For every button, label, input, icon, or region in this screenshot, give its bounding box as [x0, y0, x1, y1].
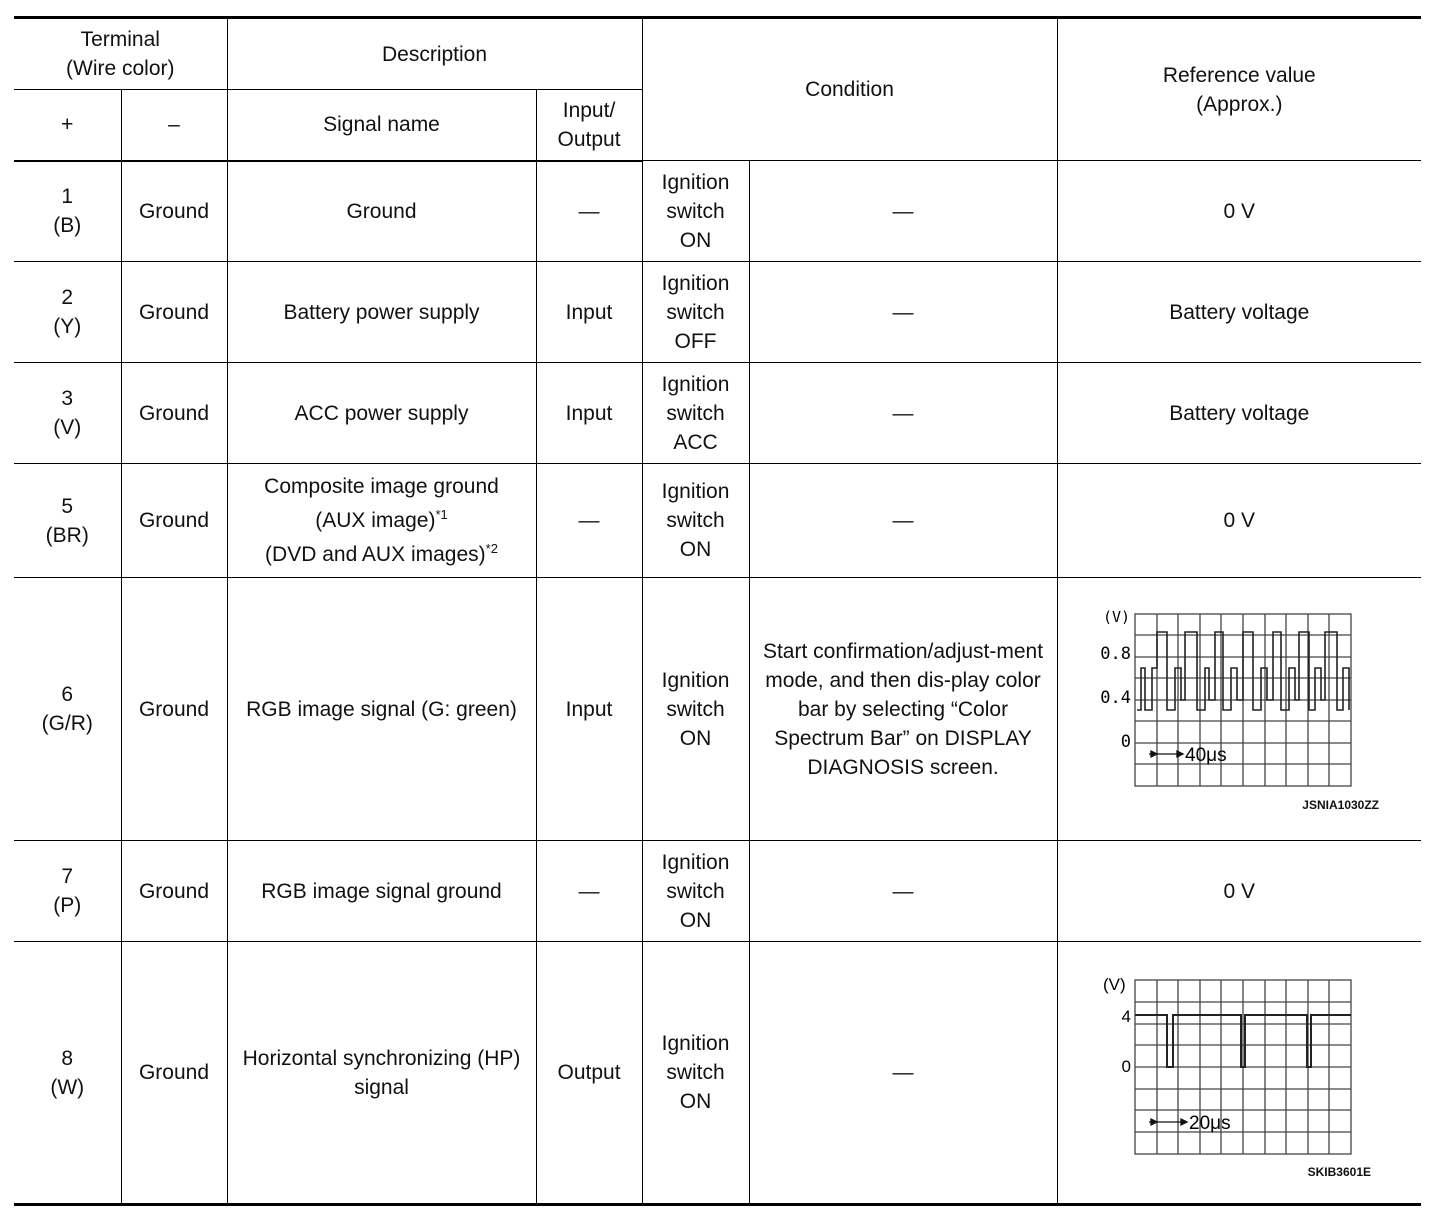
ignition-line-1: Ignition [661, 170, 730, 194]
time-scale-arrow [1149, 751, 1183, 757]
ignition-line-2: switch [666, 300, 725, 324]
terminal-cell [14, 942, 121, 1205]
time-scale-arrow [1149, 1119, 1187, 1125]
condition-detail-cell: — [749, 161, 1057, 262]
wire-color: (P) [53, 894, 82, 917]
terminal-number: 7 [61, 865, 74, 888]
io-cell: Input [536, 262, 642, 363]
condition-header: Condition [642, 18, 1057, 161]
terminal-cell [14, 161, 121, 262]
reference-cell: Battery voltage [1057, 262, 1421, 363]
signal-name-cell: RGB image signal (G: green) [227, 578, 536, 841]
reference-cell: Battery voltage [1057, 363, 1421, 464]
signal-line-2-text: (AUX image) [315, 508, 436, 532]
wire-color: (W) [50, 1075, 85, 1099]
wave-unit-label: (V) [1103, 974, 1126, 994]
terminal-number: 3 [61, 387, 74, 410]
negative-cell: Ground [121, 464, 227, 578]
signal-name-header: Signal name [227, 90, 536, 161]
signal-name-cell: Battery power supply [227, 262, 536, 363]
ignition-line-2: switch [666, 879, 725, 903]
terminal-cell [14, 841, 121, 942]
figure-code: SKIB3601E [1307, 1164, 1372, 1178]
reference-cell: 0 V [1057, 841, 1421, 942]
ignition-line-1: Ignition [661, 480, 730, 503]
terminal-number: 2 [61, 286, 74, 309]
ignition-line-2: switch [666, 199, 725, 223]
signal-name-cell: ACC power supply [227, 363, 536, 464]
terminal-number: 8 [61, 1046, 74, 1070]
description-header: Description [227, 18, 642, 90]
condition-detail-cell: Start confirmation/adjust-ment mode, and then dis-play color bar by selecting “Color Spectrum Bar” on DISPLAY DIAGNOSIS screen. [749, 578, 1057, 841]
reference-value-label: Reference value [1162, 63, 1316, 87]
wave-y-label: 0 [1121, 1056, 1132, 1076]
ignition-cell [642, 942, 749, 1205]
wave-y-label: 0.8 [1100, 644, 1132, 664]
io-cell: Output [536, 942, 642, 1205]
condition-detail-cell: — [749, 363, 1057, 464]
table-row [14, 464, 1421, 578]
condition-detail-cell: — [749, 942, 1057, 1205]
negative-cell: Ground [121, 841, 227, 942]
wire-color: (V) [53, 416, 82, 439]
ignition-line-2: switch [666, 697, 725, 721]
signal-line-2 [234, 504, 530, 538]
signal-name-cell: Horizontal synchronizing (HP) signal [227, 942, 536, 1205]
table-row [14, 942, 1421, 1205]
io-cell: Input [536, 578, 642, 841]
ignition-line-1: Ignition [661, 850, 730, 874]
ignition-line-3: ACC [673, 430, 718, 454]
ignition-line-2: switch [666, 509, 725, 532]
ignition-line-3: ON [679, 908, 712, 932]
ignition-cell [642, 841, 749, 942]
terminal-cell [14, 464, 121, 578]
wire-color: (B) [53, 214, 82, 238]
input-output-header [536, 90, 642, 161]
wave-time-label: 40μs [1185, 745, 1227, 766]
wave-time-label: 20μs [1189, 1112, 1231, 1134]
wire-color-label: (Wire color) [66, 57, 175, 80]
approx-label: (Approx.) [1196, 92, 1283, 116]
wave-y-label: 0 [1121, 732, 1132, 752]
terminal-number: 1 [61, 185, 74, 209]
terminal-number: 5 [61, 494, 74, 518]
terminal-reference-table [14, 16, 1421, 1206]
terminal-cell [14, 363, 121, 464]
signal-line-3-text: (DVD and AUX images) [265, 542, 486, 566]
signal-line-3 [234, 538, 530, 572]
ignition-line-1: Ignition [661, 1032, 730, 1055]
wire-color: (G/R) [41, 712, 93, 735]
negative-cell: Ground [121, 942, 227, 1205]
plus-header: + [14, 90, 121, 161]
signal-name-cell: RGB image signal ground [227, 841, 536, 942]
ignition-line-1: Ignition [661, 668, 730, 692]
table-row [14, 841, 1421, 942]
table-row [14, 161, 1421, 262]
ignition-line-3: ON [679, 1090, 712, 1113]
ignition-line-2: switch [666, 401, 725, 425]
hp-waveform-chart [1089, 968, 1389, 1178]
wire-color: (Y) [53, 315, 82, 338]
terminal-cell [14, 578, 121, 841]
signal-name-cell [227, 464, 536, 578]
ignition-line-3: ON [679, 726, 712, 750]
table-row [14, 578, 1421, 841]
footnote-mark-2: *2 [485, 540, 498, 556]
ignition-line-1: Ignition [661, 271, 730, 295]
wire-color: (BR) [45, 523, 89, 547]
ignition-cell [642, 464, 749, 578]
reference-cell: 0 V [1057, 161, 1421, 262]
reference-cell [1057, 942, 1421, 1205]
ignition-cell [642, 161, 749, 262]
terminal-label: Terminal [80, 28, 160, 51]
ignition-line-3: ON [679, 538, 712, 561]
wave-unit-label: (V) [1103, 608, 1131, 626]
signal-name-cell: Ground [227, 161, 536, 262]
ignition-line-3: OFF [674, 329, 717, 353]
negative-cell: Ground [121, 262, 227, 363]
wave-y-label: 0.4 [1100, 688, 1132, 708]
minus-header: – [121, 90, 227, 161]
reference-value-header [1057, 18, 1421, 161]
signal-line-1: Composite image ground [264, 474, 499, 498]
ignition-cell [642, 578, 749, 841]
rgb-waveform-trace [1137, 632, 1349, 710]
rgb-waveform-chart [1089, 604, 1389, 814]
negative-cell: Ground [121, 161, 227, 262]
wave-y-label: 4 [1121, 1006, 1132, 1026]
terminal-number: 6 [61, 683, 74, 706]
input-output-label-2: Output [557, 127, 621, 151]
condition-detail-cell: — [749, 262, 1057, 363]
ignition-line-1: Ignition [661, 372, 730, 396]
footnote-mark-1: *1 [435, 506, 448, 522]
io-cell: Input [536, 363, 642, 464]
ignition-cell [642, 363, 749, 464]
terminal-cell [14, 262, 121, 363]
negative-cell: Ground [121, 363, 227, 464]
ignition-cell [642, 262, 749, 363]
condition-detail-cell: — [749, 841, 1057, 942]
io-cell: — [536, 464, 642, 578]
reference-cell: 0 V [1057, 464, 1421, 578]
reference-cell [1057, 578, 1421, 841]
negative-cell: Ground [121, 578, 227, 841]
input-output-label-1: Input/ [562, 98, 616, 122]
io-cell: — [536, 161, 642, 262]
terminal-header [14, 18, 227, 90]
condition-detail-cell: — [749, 464, 1057, 578]
io-cell: — [536, 841, 642, 942]
figure-code: JSNIA1030ZZ [1302, 798, 1380, 812]
ignition-line-3: ON [679, 228, 712, 252]
table-row [14, 262, 1421, 363]
ignition-line-2: switch [666, 1061, 725, 1084]
table-row [14, 363, 1421, 464]
